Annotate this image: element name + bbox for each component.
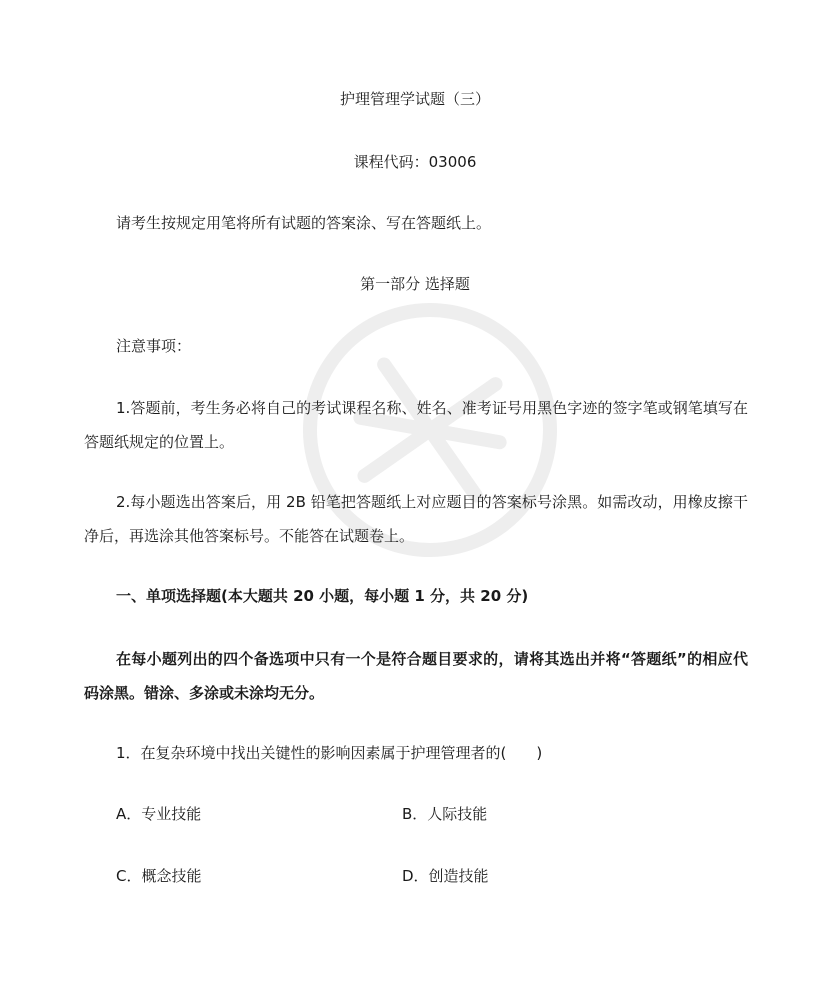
section-heading: 一、单项选择题(本大题共 20 小题，每小题 1 分，共 20 分) bbox=[116, 587, 529, 605]
section-instruction: 在每小题列出的四个备选项中只有一个是符合题目要求的，请将其选出并将“答题纸”的相应代码涂黑。错涂、多涂或未涂均无分。 bbox=[84, 650, 748, 702]
option-c: C．概念技能 bbox=[116, 867, 202, 885]
note-paragraph-2: 2.每小题选出答案后，用 2B 铅笔把答题纸上对应题目的答案标号涂黑。如需改动，用橡皮擦干净后，再选涂其他答案标号。不能答在试题卷上。 bbox=[84, 493, 748, 545]
course-code: 课程代码：03006 bbox=[353, 153, 477, 171]
question-stem: 1．在复杂环境中找出关键性的影响因素属于护理管理者的( ) bbox=[116, 744, 543, 762]
part-heading: 第一部分 选择题 bbox=[360, 275, 470, 293]
note-paragraph-1: 1.答题前，考生务必将自己的考试课程名称、姓名、准考证号用黑色字迹的签字笔或钢笔填写在答题纸规定的位置上。 bbox=[84, 399, 748, 451]
notes-heading: 注意事项： bbox=[116, 337, 192, 355]
exam-instruction: 请考生按规定用笔将所有试题的答案涂、写在答题纸上。 bbox=[116, 214, 492, 232]
exam-title: 护理管理学试题（三） bbox=[339, 90, 490, 108]
option-a: A．专业技能 bbox=[116, 805, 202, 823]
option-b: B．人际技能 bbox=[402, 805, 488, 823]
option-d: D．创造技能 bbox=[402, 867, 489, 885]
